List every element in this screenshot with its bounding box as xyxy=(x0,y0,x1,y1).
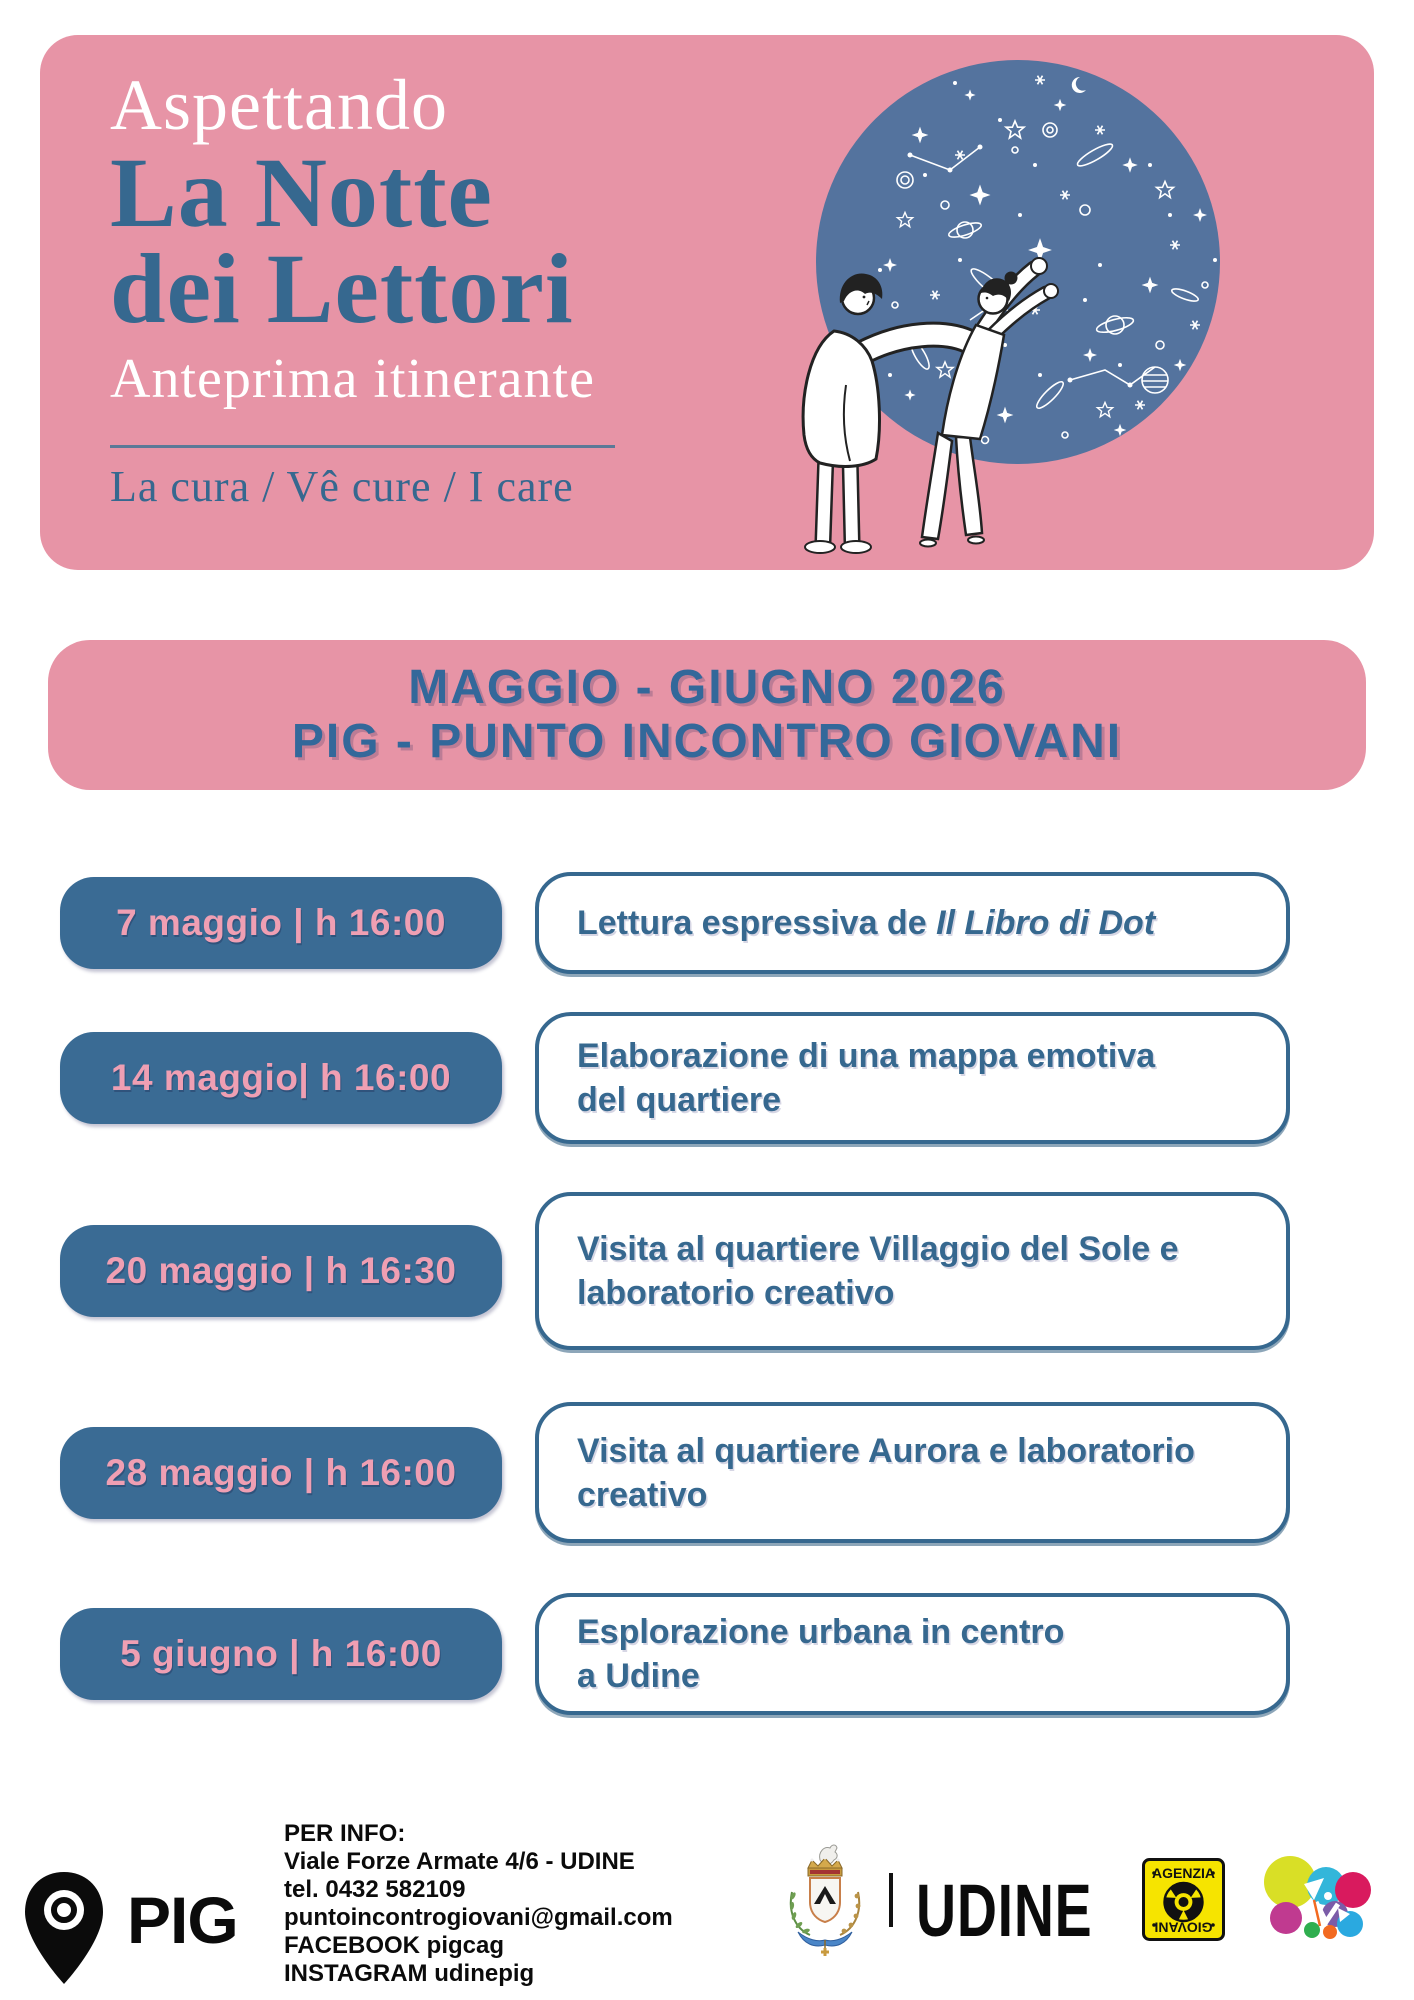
event-date: 14 maggio| h 16:00 xyxy=(110,1057,452,1098)
agenzia-giovani-logo xyxy=(1142,1858,1225,1946)
header-subtitle: Anteprima itinerante xyxy=(110,348,595,410)
footer-info-line: tel. 0432 582109 xyxy=(284,1876,466,1903)
event-date: 5 giugno | h 16:00 xyxy=(120,1633,442,1674)
title-line-2: La Notte xyxy=(110,137,493,248)
pig-colorful-logo xyxy=(1264,1856,1374,1947)
event-date-pill xyxy=(60,1032,502,1124)
event-description-box xyxy=(535,1192,1290,1350)
event-row xyxy=(60,872,1290,974)
agenzia-bottom-label: GIOVANI xyxy=(1154,1919,1213,1936)
month-banner-line-2: PIG - PUNTO INCONTRO GIOVANI xyxy=(291,715,1123,768)
event-date-pill xyxy=(60,1427,502,1519)
event-date-pill xyxy=(60,1608,502,1700)
footer-info-line: Viale Forze Armate 4/6 - UDINE xyxy=(284,1848,635,1875)
event-row xyxy=(60,1012,1290,1144)
footer-email: puntoincontrogiovani@gmail.com xyxy=(284,1904,673,1931)
udine-coat-of-arms xyxy=(780,1840,870,1965)
event-date: 7 maggio | h 16:00 xyxy=(116,902,446,943)
month-banner-line-1: MAGGIO - GIUGNO 2026 xyxy=(408,661,1006,714)
event-description: Esplorazione urbana in centro xyxy=(577,1613,1065,1651)
header-tagline: La cura / Vê cure / I care xyxy=(110,462,574,511)
location-pin-icon xyxy=(22,1870,106,1993)
title-line-3: dei Lettori xyxy=(110,233,574,344)
event-description-box xyxy=(535,1593,1290,1715)
event-description-box xyxy=(535,1402,1290,1543)
footer-contact-block xyxy=(284,1820,673,1988)
header-title-block xyxy=(110,65,615,512)
udine-logo-divider xyxy=(889,1873,893,1927)
header-banner xyxy=(40,35,1374,570)
title-line-1: Aspettando xyxy=(110,65,448,145)
event-row xyxy=(60,1593,1290,1715)
event-description-box xyxy=(535,872,1290,974)
event-description: Lettura espressiva de Il Libro di Dot xyxy=(577,904,1156,942)
event-date-pill xyxy=(60,877,502,969)
footer-info-line: PER INFO: xyxy=(284,1820,406,1847)
month-banner xyxy=(48,640,1366,790)
event-row xyxy=(60,1192,1290,1350)
pig-org-label: PIG xyxy=(127,1883,238,1957)
event-row xyxy=(60,1402,1290,1543)
agenzia-top-label: AGENZIA xyxy=(1152,1865,1215,1881)
event-description: Visita al quartiere Villaggio del Sole e xyxy=(577,1230,1179,1268)
event-description: Elaborazione di una mappa emotiva xyxy=(577,1037,1156,1075)
header-divider xyxy=(110,445,615,448)
udine-wordmark: UDINE xyxy=(916,1869,1093,1952)
event-description: a Udine xyxy=(577,1657,700,1695)
event-description: creativo xyxy=(577,1475,708,1514)
event-description: laboratorio creativo xyxy=(577,1274,895,1312)
event-description-box xyxy=(535,1012,1290,1144)
event-description-italic: Il Libro di Dot xyxy=(936,904,1156,942)
event-date-pill xyxy=(60,1225,502,1317)
footer-facebook: FACEBOOK pigcag xyxy=(284,1932,505,1959)
event-description: del quartiere xyxy=(577,1081,782,1119)
footer-instagram: INSTAGRAM udinepig xyxy=(284,1960,535,1987)
event-date: 28 maggio | h 16:00 xyxy=(105,1451,457,1493)
event-description: Visita al quartiere Aurora e laboratorio xyxy=(577,1431,1195,1470)
event-date: 20 maggio | h 16:30 xyxy=(105,1250,457,1291)
